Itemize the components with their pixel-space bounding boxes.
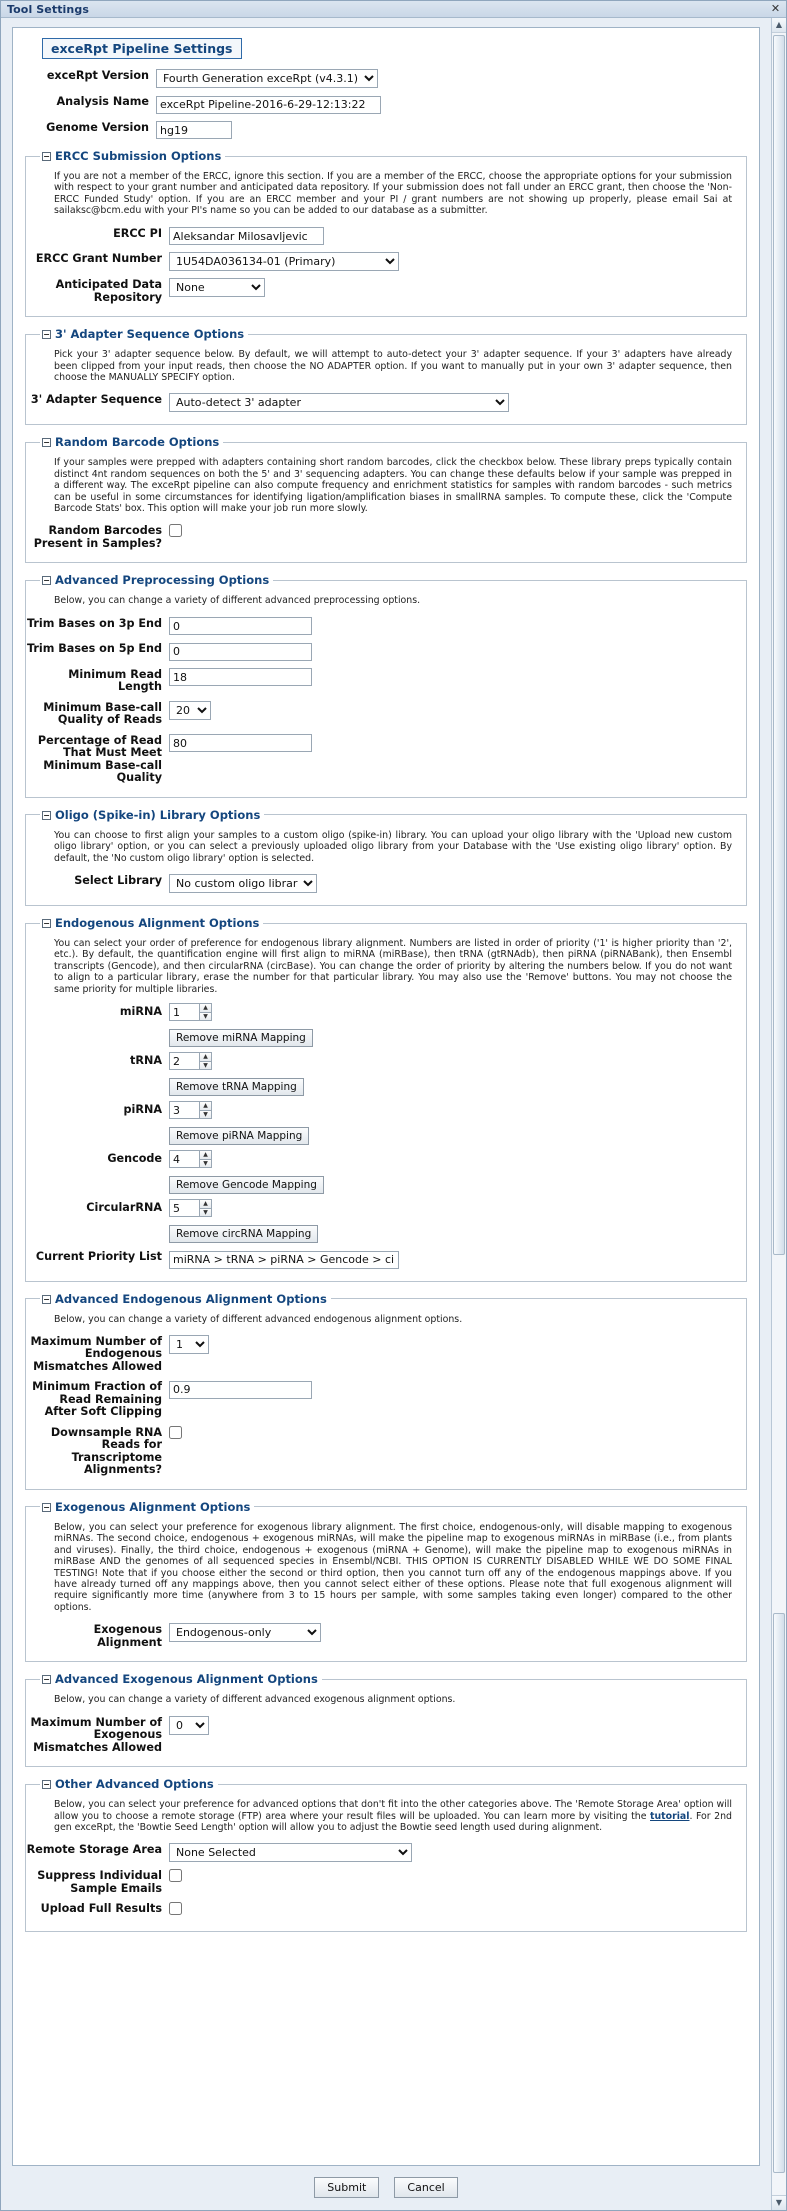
circrna-priority-stepper[interactable] (169, 1199, 734, 1217)
label-remote-storage: Remote Storage Area (26, 1843, 162, 1857)
spinner-down-icon[interactable]: ▼ (199, 1061, 212, 1070)
label-priority-list: Current Priority List (35, 1250, 162, 1264)
excerpt-version-select[interactable] (156, 69, 378, 88)
gencode-priority-stepper[interactable] (169, 1150, 734, 1168)
upload-full-results-checkbox[interactable] (169, 1902, 182, 1915)
help-text-exogenous: Below, you can select your preference for exogenous library alignment. The first choice, endogenous-only, will disable mapping to exogenous miRNAs. The second choice, endogenous + exogenous miRNAs, will make the pipeline map to exogenous miRNAs in miRBase (i.e., from plants and viruses). Finally, the third choice, endogenous + exogenous (miRNA + Genome), will make the pipeline map to exogenous miRNAs in miRBase AND the genomes of all sequenced species in Ensembl/NCBI. THIS OPTION IS CURRENTLY DISABLED WHILE WE DO SOME FINAL TESTING! Note that if you choose either the second or third option, then you cannot turn off any of the endogenous mappings above. If you have already turned off any mappings above, then you cannot select either of these options. Please note that full exogenous alignment will require significantly more time (anywhere from 3 to 15 hours per sample, with some samples taking even longer) compared to the other options. (54, 1521, 732, 1613)
help-text-advanced-endogenous: Below, you can change a variety of different advanced endogenous alignment options. (54, 1313, 463, 1325)
section-advanced-endogenous (25, 1292, 747, 1490)
collapse-toggle-icon[interactable]: − (43, 1294, 50, 1304)
field-row-trim-3p (26, 615, 746, 636)
spinner-up-icon[interactable]: ▲ (199, 1101, 212, 1110)
label-pirna: piRNA (123, 1103, 162, 1117)
label-downsample-rna: Downsample RNA Reads for Transcriptome Alignments? (50, 1425, 162, 1477)
label-ercc-pi: ERCC PI (113, 226, 162, 240)
legend-text-oligo: Oligo (Spike-in) Library Options (55, 807, 261, 822)
field-row-min-basecall-quality (26, 699, 746, 727)
label-trim-5p: Trim Bases on 5p End (26, 642, 162, 656)
help-text-oligo: You can choose to first align your samples to a custom oligo (spike-in) library. You can upload your oligo library with the 'Upload new custom oligo library' option, or you can select a previously uploaded oligo library from your Database with the 'Use existing oligo library' option. By default, the 'No custom oligo library' option is selected. (54, 829, 732, 864)
scroll-down-icon[interactable]: ▼ (772, 2195, 786, 2210)
legend-text-endogenous: Endogenous Alignment Options (55, 916, 260, 930)
field-row-downsample-rna (26, 1424, 746, 1477)
tutorial-link[interactable]: tutorial (650, 1810, 690, 1822)
min-basecall-quality-select[interactable] (169, 701, 211, 720)
circrna-spinner[interactable] (199, 1199, 212, 1217)
field-row-adapter-sequence (26, 391, 746, 412)
trna-spinner[interactable] (199, 1052, 212, 1070)
help-text-random-barcode: If your samples were prepped with adapters containing short random barcodes, click the checkbox below. These library preps typically contain distinct 4nt random sequences on both the 5' and 3' sequencing adapters. You can change these defaults below if your sample was prepped in a different way. The exceRpt pipeline can also compute frequency and enrichment statistics for samples with random barcodes - such metrics can be useful in some circumstances for identifying ligation/amplification biases in smallRNA samples. To compute these, click the 'Compute Barcode Stats' box. This option will make your job run more slowly. (54, 457, 732, 514)
field-row-priority-list (26, 1248, 746, 1269)
collapse-toggle-icon[interactable]: − (43, 152, 50, 161)
max-exogenous-mismatches-select[interactable] (169, 1716, 209, 1735)
scrollbar-thumb-secondary[interactable] (773, 1613, 785, 2173)
label-upload-full-results: Upload Full Results (40, 1902, 162, 1916)
label-min-fraction-soft-clipping: Minimum Fraction of Read Remaining After Soft Clipping (32, 1380, 162, 1419)
label-quality-percentage: Percentage of Read That Must Meet Minimum Base-call Quality (37, 733, 162, 785)
spacer-label (26, 1173, 169, 1176)
legend-advanced-endogenous (40, 1292, 331, 1306)
trna-priority-input[interactable] (169, 1052, 200, 1070)
ercc-grant-select[interactable] (169, 252, 399, 271)
max-endogenous-mismatches-select[interactable] (169, 1335, 209, 1354)
legend-ercc (40, 149, 225, 163)
field-row-pirna (26, 1101, 746, 1119)
label-mirna: miRNA (119, 1005, 162, 1019)
window-titlebar (1, 1, 786, 18)
ercc-pi-input[interactable] (169, 227, 324, 245)
downsample-rna-checkbox[interactable] (169, 1426, 182, 1439)
collapse-toggle-icon[interactable]: − (43, 810, 50, 820)
field-row-trim-5p (26, 640, 746, 661)
label-random-barcode: Random Barcodes Present in Samples? (33, 524, 162, 550)
field-row-mirna (26, 1003, 746, 1021)
field-row-upload-full-results (26, 1900, 746, 1919)
ercc-repository-select[interactable] (169, 278, 265, 297)
row-remove-gencode (26, 1173, 746, 1194)
label-adapter-sequence: 3' Adapter Sequence (30, 393, 162, 407)
collapse-toggle-icon[interactable]: − (43, 1502, 50, 1512)
field-row-ercc-repository (26, 276, 746, 304)
legend-exogenous (40, 1500, 254, 1514)
pirna-priority-stepper[interactable] (169, 1101, 734, 1119)
exogenous-alignment-select[interactable] (169, 1623, 321, 1642)
dialog-footer (1, 2166, 771, 2210)
label-trna: tRNA (130, 1054, 162, 1068)
section-oligo (25, 808, 747, 906)
min-read-length-input[interactable] (169, 668, 312, 686)
label-suppress-emails: Suppress Individual Sample Emails (37, 1869, 162, 1895)
gencode-spinner[interactable] (199, 1150, 212, 1168)
spacer-label (26, 1075, 169, 1078)
suppress-emails-checkbox[interactable] (169, 1869, 182, 1882)
field-row-remote-storage (26, 1841, 746, 1862)
scroll-up-icon[interactable]: ▲ (772, 18, 786, 33)
mirna-priority-stepper[interactable] (169, 1003, 734, 1021)
row-remove-circrna (26, 1222, 746, 1243)
legend-random-barcode (40, 435, 223, 449)
legend-advanced-exogenous (40, 1672, 322, 1686)
label-max-exogenous-mismatches: Maximum Number of Exogenous Mismatches Allowed (30, 1715, 162, 1754)
spacer-label (26, 1222, 169, 1225)
remove-circrna-button[interactable]: Remove circRNA Mapping (169, 1225, 318, 1243)
mirna-spinner[interactable] (199, 1003, 212, 1021)
collapse-toggle-icon[interactable]: − (43, 919, 50, 928)
collapse-toggle-icon[interactable]: − (43, 330, 50, 340)
row-remove-mirna (26, 1026, 746, 1047)
vertical-scrollbar[interactable] (771, 18, 786, 2210)
label-analysis-name: Analysis Name (56, 95, 149, 108)
spinner-down-icon[interactable]: ▼ (199, 1012, 212, 1021)
spacer-label (26, 1026, 169, 1029)
legend-other-advanced (40, 1777, 218, 1791)
adapter-sequence-select[interactable] (169, 393, 509, 412)
section-preprocessing (25, 573, 747, 797)
gencode-priority-input[interactable] (169, 1150, 200, 1168)
legend-text-ercc: ERCC Submission Options (55, 149, 222, 163)
field-row-max-endogenous-mismatches (26, 1333, 746, 1374)
priority-list-input[interactable] (169, 1251, 399, 1269)
section-other-advanced (25, 1777, 747, 1932)
spinner-up-icon[interactable]: ▲ (199, 1199, 212, 1208)
remove-trna-button[interactable]: Remove tRNA Mapping (169, 1078, 304, 1096)
remove-gencode-button[interactable]: Remove Gencode Mapping (169, 1176, 324, 1194)
legend-text-random-barcode: Random Barcode Options (55, 435, 220, 450)
section-ercc (25, 149, 747, 317)
field-row-min-fraction-soft-clipping (26, 1378, 746, 1419)
field-row-ercc-pi (26, 225, 746, 246)
field-row-circularrna (26, 1199, 746, 1217)
help-text-preprocessing: Below, you can change a variety of different advanced preprocessing options. (54, 595, 421, 607)
label-select-library: Select Library (74, 874, 162, 887)
collapse-toggle-icon[interactable]: − (43, 576, 50, 586)
scrollbar-track[interactable] (772, 33, 786, 2195)
oligo-library-select[interactable] (169, 874, 317, 893)
window-title: Tool Settings (7, 2, 89, 16)
spinner-up-icon[interactable]: ▲ (199, 1150, 212, 1159)
help-text-other-advanced (54, 1799, 732, 1833)
help-text-adapter: Pick your 3' adapter sequence below. By default, we will attempt to auto-detect your 3' adapter sequence. If your 3' adapters have already been clipped from your input reads, then choose the NO ADAPTER option. If you want to manually put in your own 3' adapter sequence, then choose the MANUALLY SPECIFY option. (54, 349, 732, 383)
help-text-advanced-exogenous: Below, you can change a variety of different advanced exogenous alignment options. (54, 1694, 456, 1706)
pirna-priority-input[interactable] (169, 1101, 200, 1119)
remote-storage-select[interactable] (169, 1843, 412, 1862)
help-text-ercc: If you are not a member of the ERCC, ignore this section. If you are a member of the ERCC, choose the appropriate options for your submission with respect to your grant number and anticipated data repository. If your submission does not fall under an ERCC grant, then choose the 'Non-ERCC Funded Study' option. If you are an ERCC member and your PI / grant numbers are not showing up properly, please email Sai at sailaksс@bcm.edu with your PI's name so you can be added to our database as a submitter. (54, 171, 732, 217)
legend-text-other-advanced: Other Advanced Options (55, 1777, 214, 1792)
row-remove-pirna (26, 1124, 746, 1145)
label-max-endogenous-mismatches: Maximum Number of Endogenous Mismatches Allowed (30, 1334, 162, 1373)
help-text-other-pre: Below, you can select your preference for advanced options that don't fit into the other categories above. The 'Remote Storage Area' option will allow you to choose a remote storage (FTP) area where your result files will be uploaded. You can learn more by visiting the (54, 1799, 732, 1822)
close-icon[interactable]: ✕ (770, 1, 781, 15)
collapse-toggle-icon[interactable]: − (43, 1780, 50, 1790)
label-min-read-length: Minimum Read Length (68, 667, 162, 694)
label-exogenous-alignment: Exogenous Alignment (93, 1623, 162, 1649)
collapse-toggle-icon[interactable]: − (43, 438, 50, 448)
legend-text-exogenous: Exogenous Alignment Options (55, 1499, 251, 1514)
legend-preprocessing (40, 573, 273, 587)
field-row-genome-version (13, 119, 759, 140)
label-excerpt-version: exceRpt Version (46, 69, 149, 82)
page-title: exceRpt Pipeline Settings (42, 38, 242, 59)
label-gencode: Gencode (107, 1152, 162, 1166)
random-barcode-checkbox[interactable] (169, 524, 182, 537)
field-row-random-barcode (26, 522, 746, 550)
field-row-suppress-emails (26, 1867, 746, 1895)
section-adapter (25, 327, 747, 425)
collapse-toggle-icon[interactable]: − (43, 1675, 50, 1685)
section-advanced-exogenous (25, 1672, 747, 1767)
legend-endogenous (40, 916, 263, 930)
spacer-label (26, 1124, 169, 1127)
mirna-priority-input[interactable] (169, 1003, 200, 1021)
label-circularrna: CircularRNA (86, 1201, 162, 1215)
field-row-ercc-grant (26, 250, 746, 271)
genome-version-input[interactable] (156, 121, 232, 139)
circrna-priority-input[interactable] (169, 1199, 200, 1217)
label-trim-3p: Trim Bases on 3p End (26, 616, 162, 630)
field-row-exogenous-alignment (26, 1621, 746, 1649)
spinner-down-icon[interactable]: ▼ (199, 1159, 212, 1168)
legend-oligo (40, 808, 264, 822)
remove-mirna-button[interactable]: Remove miRNA Mapping (169, 1029, 313, 1047)
help-text-other-post: . For 2nd gen exceRpt, the 'Bowtie Seed Length' option will allow you to adjust the Bowtie seed length used during alignment. (54, 1810, 732, 1833)
field-row-gencode (26, 1150, 746, 1168)
scroll-content (1, 18, 771, 2210)
submit-button[interactable]: Submit (314, 2177, 379, 2198)
label-min-basecall-quality: Minimum Base-call Quality of Reads (43, 700, 162, 727)
remove-pirna-button[interactable]: Remove piRNA Mapping (169, 1127, 309, 1145)
spinner-up-icon[interactable]: ▲ (199, 1003, 212, 1012)
field-row-select-library (26, 872, 746, 893)
legend-adapter (40, 327, 248, 341)
legend-text-adapter: 3' Adapter Sequence Options (55, 327, 245, 342)
scrollbar-thumb[interactable] (773, 35, 785, 1255)
label-ercc-grant: ERCC Grant Number (35, 252, 162, 266)
section-exogenous (25, 1500, 747, 1662)
analysis-name-input[interactable] (156, 96, 381, 114)
field-row-trna (26, 1052, 746, 1070)
section-random-barcode (25, 435, 747, 563)
label-genome-version: Genome Version (46, 120, 149, 134)
field-row-excerpt-version (13, 67, 759, 88)
row-remove-trna (26, 1075, 746, 1096)
window-body (1, 18, 786, 2210)
trim-3p-input[interactable] (169, 617, 312, 635)
field-row-min-read-length (26, 666, 746, 694)
spinner-up-icon[interactable]: ▲ (199, 1052, 212, 1061)
section-endogenous (25, 916, 747, 1282)
min-fraction-soft-clipping-input[interactable] (169, 1381, 312, 1399)
quality-percentage-input[interactable] (169, 734, 312, 752)
help-text-endogenous: You can select your order of preference for endogenous library alignment. Numbers are listed in order of priority ('1' is higher priority than '2', etc.). By default, the quantification engine will first align to miRNA (miRBase), then tRNA (gtRNAdb), then piRNA (piRNABank), then Ensembl transcripts (Gencode), and then circularRNA (circBase). You can change the order of priority by altering the numbers below. If you do not want to align to a particular library, erase the number for that particular library. You may also use the 'Remove' buttons. You may not choose the same priority for multiple libraries. (54, 938, 732, 995)
cancel-button[interactable]: Cancel (394, 2177, 457, 2198)
spinner-down-icon[interactable]: ▼ (199, 1110, 212, 1119)
field-row-analysis-name (13, 93, 759, 114)
legend-text-advanced-exogenous: Advanced Exogenous Alignment Options (55, 1672, 318, 1687)
legend-text-preprocessing: Advanced Preprocessing Options (55, 573, 270, 588)
field-row-max-exogenous-mismatches (26, 1714, 746, 1755)
settings-panel (12, 27, 760, 2166)
trna-priority-stepper[interactable] (169, 1052, 734, 1070)
spinner-down-icon[interactable]: ▼ (199, 1208, 212, 1217)
field-row-quality-percentage (26, 732, 746, 785)
pirna-spinner[interactable] (199, 1101, 212, 1119)
label-ercc-repository: Anticipated Data Repository (55, 278, 162, 304)
trim-5p-input[interactable] (169, 643, 312, 661)
legend-text-advanced-endogenous: Advanced Endogenous Alignment Options (55, 1291, 327, 1306)
